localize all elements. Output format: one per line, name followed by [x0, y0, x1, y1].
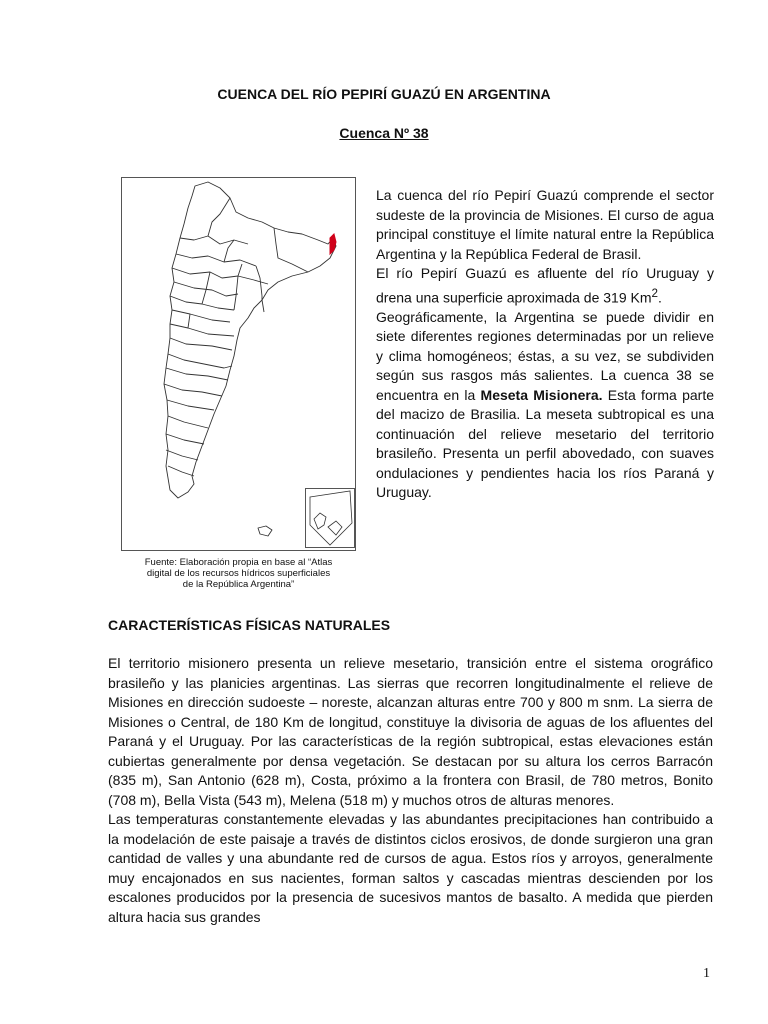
intro-paragraph-3 [376, 308, 714, 503]
intro-paragraph-2 [376, 264, 714, 308]
caption-line: de la República Argentina” [182, 579, 295, 590]
intro-p3-text: Geográficamente, la Argentina se puede dividir en siete diferentes regiones determinadas por un relieve y clima homogéneos; éstas, a su vez, se subdividen según sus rasgos más salientes. La cuenca 38 se encuentra en la [376, 308, 714, 403]
antarctica-inset-map [306, 489, 354, 547]
intro-p2-text: El río Pepirí Guazú es afluente del río Uruguay y drena una superficie aproximada de 319 Km [376, 265, 714, 306]
body-paragraph-2: Las temperaturas constantemente elevadas y las abundantes precipitaciones han contribuido a la modelación de este paisaje a través de distintos ciclos erosivos, de donde surgieron una gran cantidad de valles y una abundante red de cursos de agua. Estos ríos y arroyos, generalmente muy encajonados en sus nacientes, forman saltos y cascadas mientras descienden por los escalones producidos por la presencia de sucesivos mantos de basalto. A medida que pierden altura hacia sus grandes [108, 811, 713, 925]
document-subtitle: Cuenca Nº 38 [339, 125, 429, 141]
caption-line: digital de los recursos hídricos superficiales [146, 568, 331, 579]
document-title: CUENCA DEL RÍO PEPIRÍ GUAZÚ EN ARGENTINA [217, 86, 551, 102]
intro-p2-end: . [658, 289, 662, 306]
caption-line: Fuente: Elaboración propia en base al “Atlas [144, 557, 333, 568]
meseta-misionera-bold: Meseta Misionera. [480, 386, 603, 403]
antarctica-inset [305, 488, 355, 548]
argentina-map-figure [121, 177, 356, 551]
body-paragraph-1: El territorio misionero presenta un relieve mesetario, transición entre el sistema orográfico brasileño y las planicies argentinas. Las sierras que recorren longitudinalmente el relieve de Misiones en dirección sudoeste – noreste, alcanzan alturas entre 700 y 800 m snm. La sierra de Misiones o Central, de 180 Km de longitud, constituye la divisoria de aguas de los afluentes del Paraná y el Uruguay. Por las características de la región subtropical, estas elevaciones están cubiertas generalmente por densa vegetación. Se destacan por su altura los cerros Barracón (835 m), San Antonio (628 m), Costa, próximo a la frontera con Brasil, de 780 metros, Bonito (708 m), Bella Vista (543 m), Melena (518 m) y muchos otros de alturas menores. [108, 655, 713, 808]
intro-paragraph-1: La cuenca del río Pepirí Guazú comprende el sector sudeste de la provincia de Misiones. El curso de agua principal constituye el límite natural entre la República Argentina y la República Federal de Brasil. [376, 187, 714, 262]
intro-p3-end: Esta forma parte del macizo de Brasilia. La meseta subtropical es una continuación del relieve mesetario del territorio brasileño. Presenta un perfil abovedado, con suaves ondulaciones y pendientes hacia los ríos Paraná y Uruguay. [376, 386, 715, 501]
section-body [108, 654, 713, 927]
superscript-2: 2 [651, 286, 658, 300]
section-heading: CARACTERÍSTICAS FÍSICAS NATURALES [108, 617, 391, 633]
figure-caption [121, 557, 356, 590]
cuenca-38-highlight [330, 234, 336, 254]
page-number: 1 [703, 966, 710, 981]
intro-text [376, 186, 714, 503]
